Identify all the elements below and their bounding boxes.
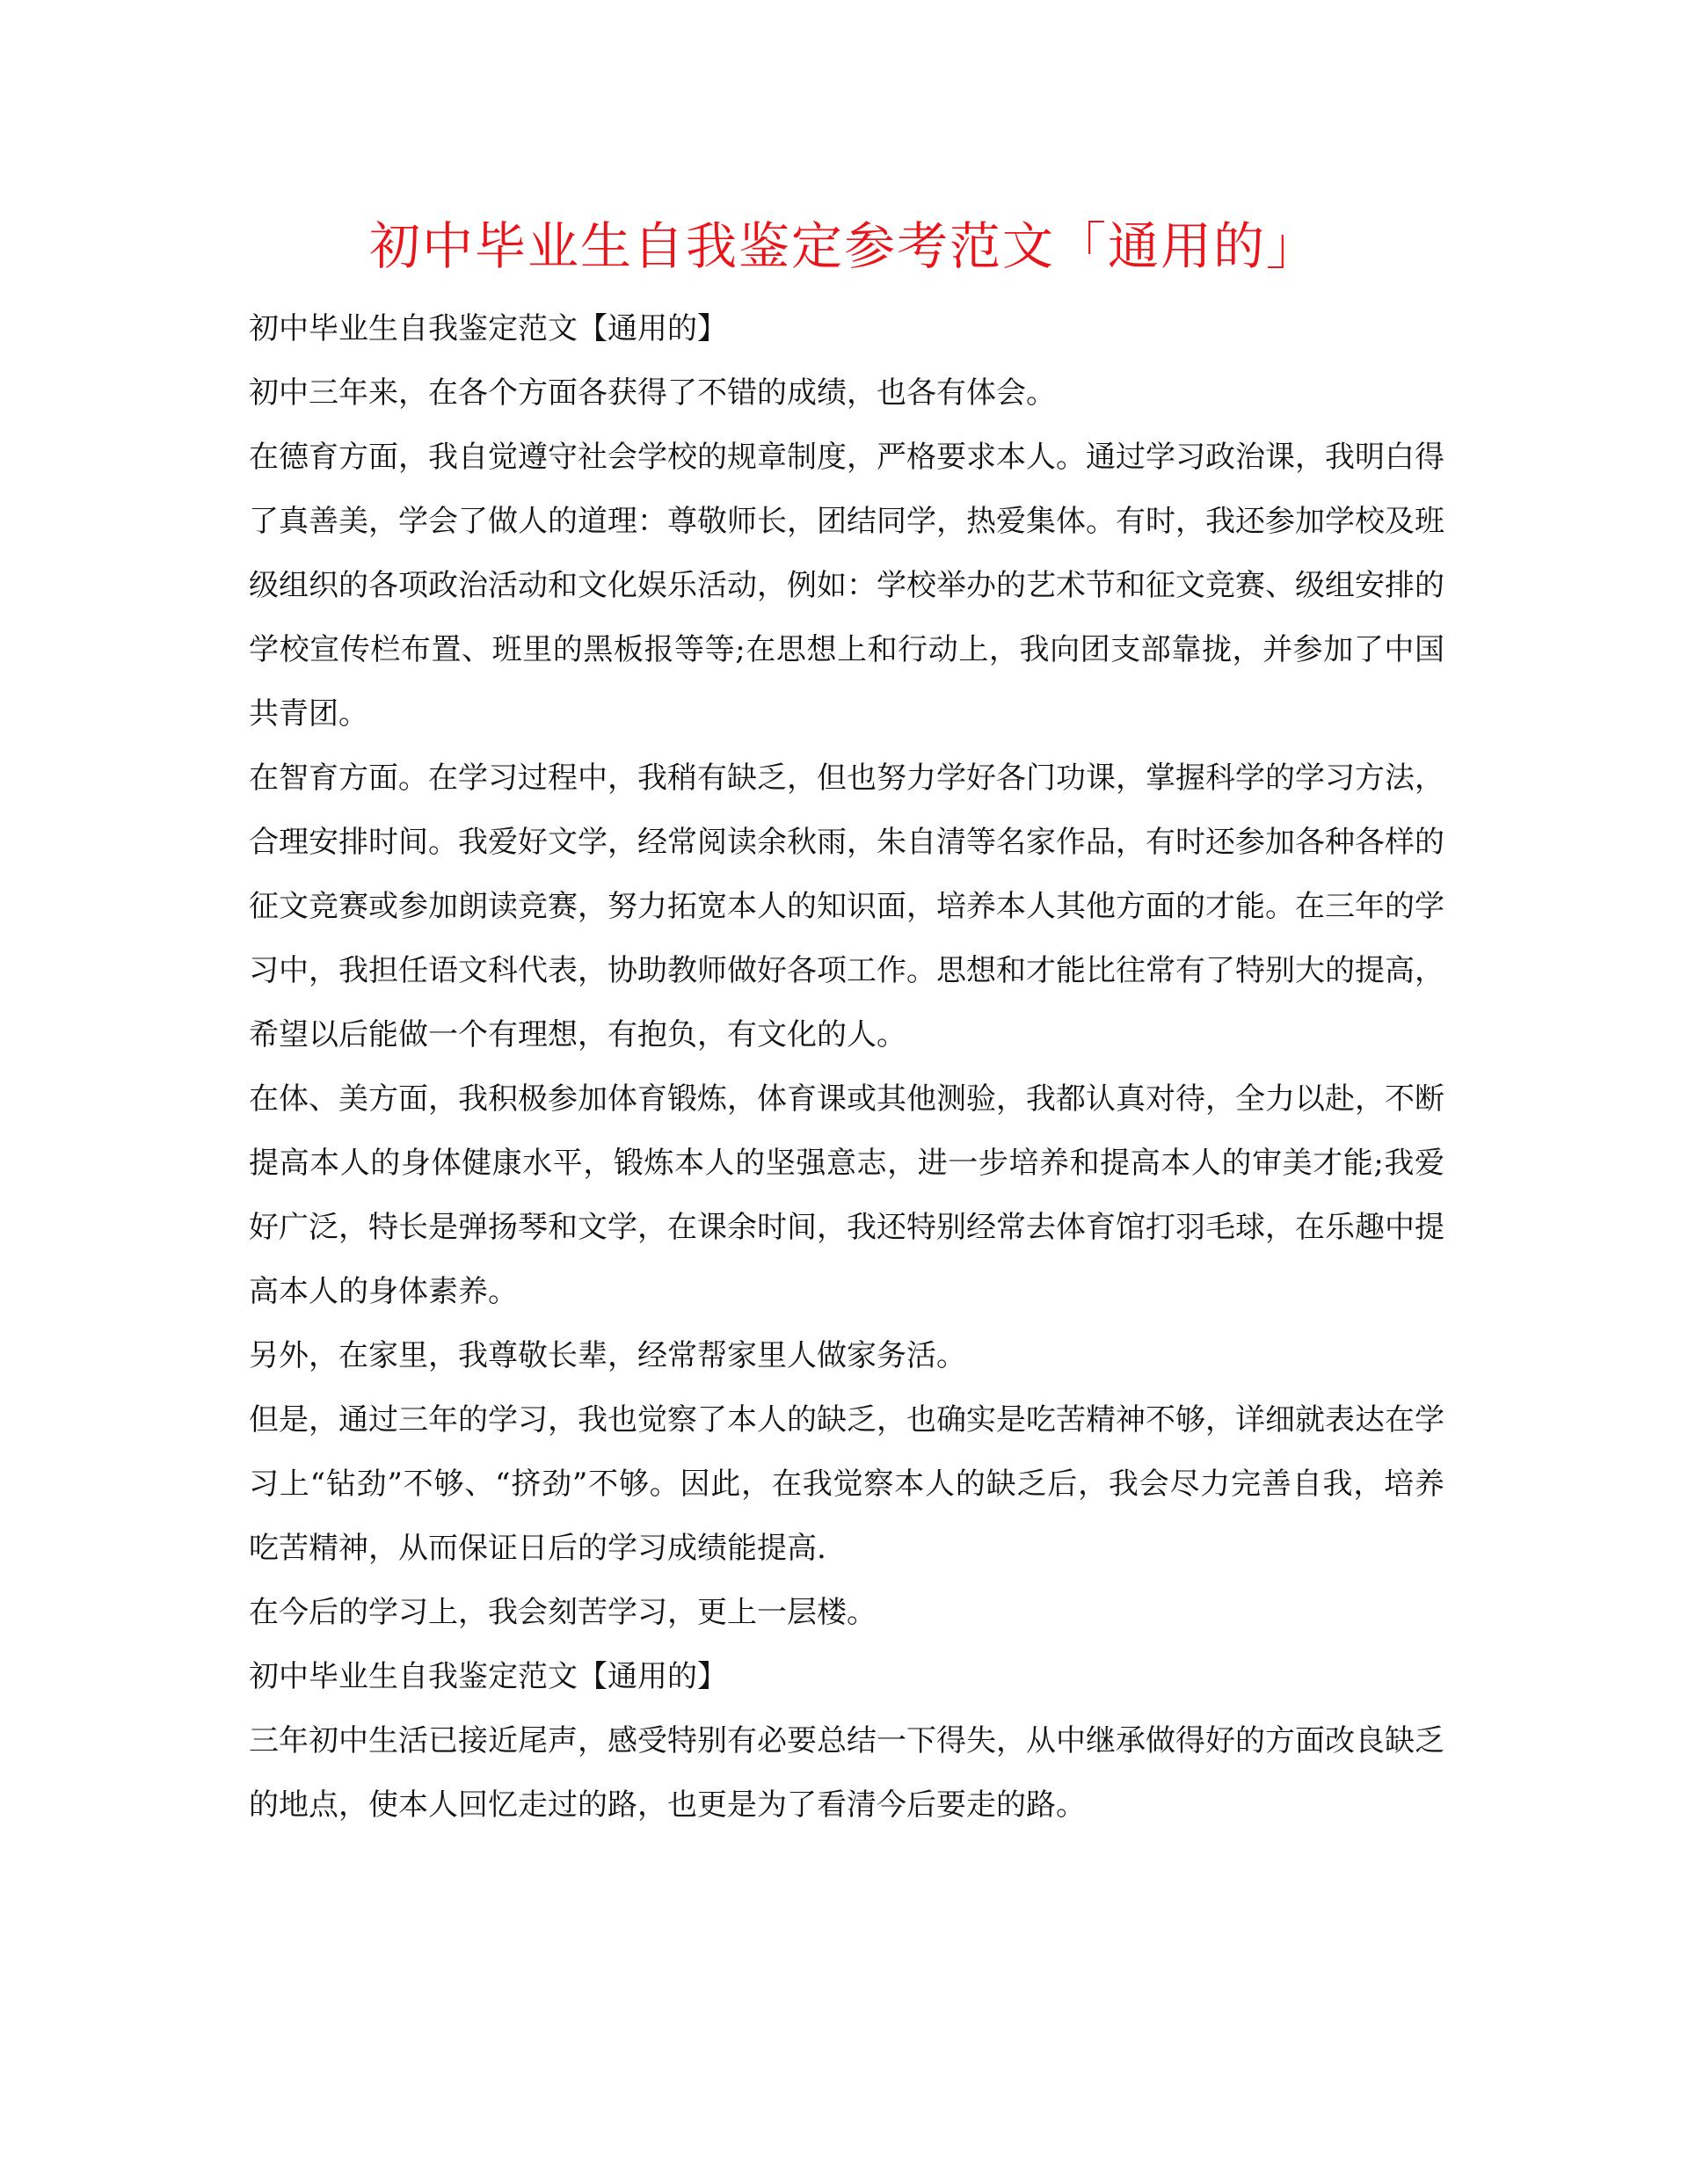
paragraph: 另外，在家里，我尊敬长辈，经常帮家里人做家务活。 (249, 1338, 966, 1373)
section-heading: 初中毕业生自我鉴定范文【通用的】 (249, 311, 727, 346)
document-body (249, 297, 1444, 1838)
section-heading: 初中毕业生自我鉴定范文【通用的】 (249, 1659, 727, 1694)
document-title: 初中毕业生自我鉴定参考范文「通用的」 (368, 216, 1319, 276)
paragraph: 在今后的学习上，我会刻苦学习，更上一层楼。 (249, 1595, 877, 1630)
paragraph: 但是，通过三年的学习，我也觉察了本人的缺乏，也确实是吃苦精神不够，详细就表达在学习上“钻劲”不够、“挤劲”不够。因此，在我觉察本人的缺乏后，我会尽力完善自我，培养吃苦精神，从而保证日后的学习成绩能提高. (249, 1402, 1444, 1566)
paragraph: 在体、美方面，我积极参加体育锻炼，体育课或其他测验，我都认真对待，全力以赴，不断提高本人的身体健康水平，锻炼本人的坚强意志，进一步培养和提高本人的审美才能;我爱好广泛，特长是弹扬琴和文学，在课余时间，我还特别经常去体育馆打羽毛球，在乐趣中提高本人的身体素养。 (249, 1081, 1444, 1309)
paragraph: 初中三年来，在各个方面各获得了不错的成绩，也各有体会。 (249, 375, 1056, 411)
paragraph: 在德育方面，我自觉遵守社会学校的规章制度，严格要求本人。通过学习政治课，我明白得了真善美，学会了做人的道理：尊敬师长，团结同学，热爱集体。有时，我还参加学校及班级组织的各项政治活动和文化娱乐活动，例如：学校举办的艺术节和征文竞赛、级组安排的学校宣传栏布置、班里的黑板报等等;在思想上和行动上，我向团支部靠拢，并参加了中国共青团。 (249, 440, 1444, 732)
paragraph: 三年初中生活已接近尾声，感受特别有必要总结一下得失，从中继承做得好的方面改良缺乏的地点，使本人回忆走过的路，也更是为了看清今后要走的路。 (249, 1723, 1444, 1823)
paragraph: 在智育方面。在学习过程中，我稍有缺乏，但也努力学好各门功课，掌握科学的学习方法，合理安排时间。我爱好文学，经常阅读余秋雨，朱自清等名家作品，有时还参加各种各样的征文竞赛或参加朗读竞赛，努力拓宽本人的知识面，培养本人其他方面的才能。在三年的学习中，我担任语文科代表，协助教师做好各项工作。思想和才能比往常有了特别大的提高，希望以后能做一个有理想，有抱负，有文化的人。 (249, 761, 1444, 1052)
